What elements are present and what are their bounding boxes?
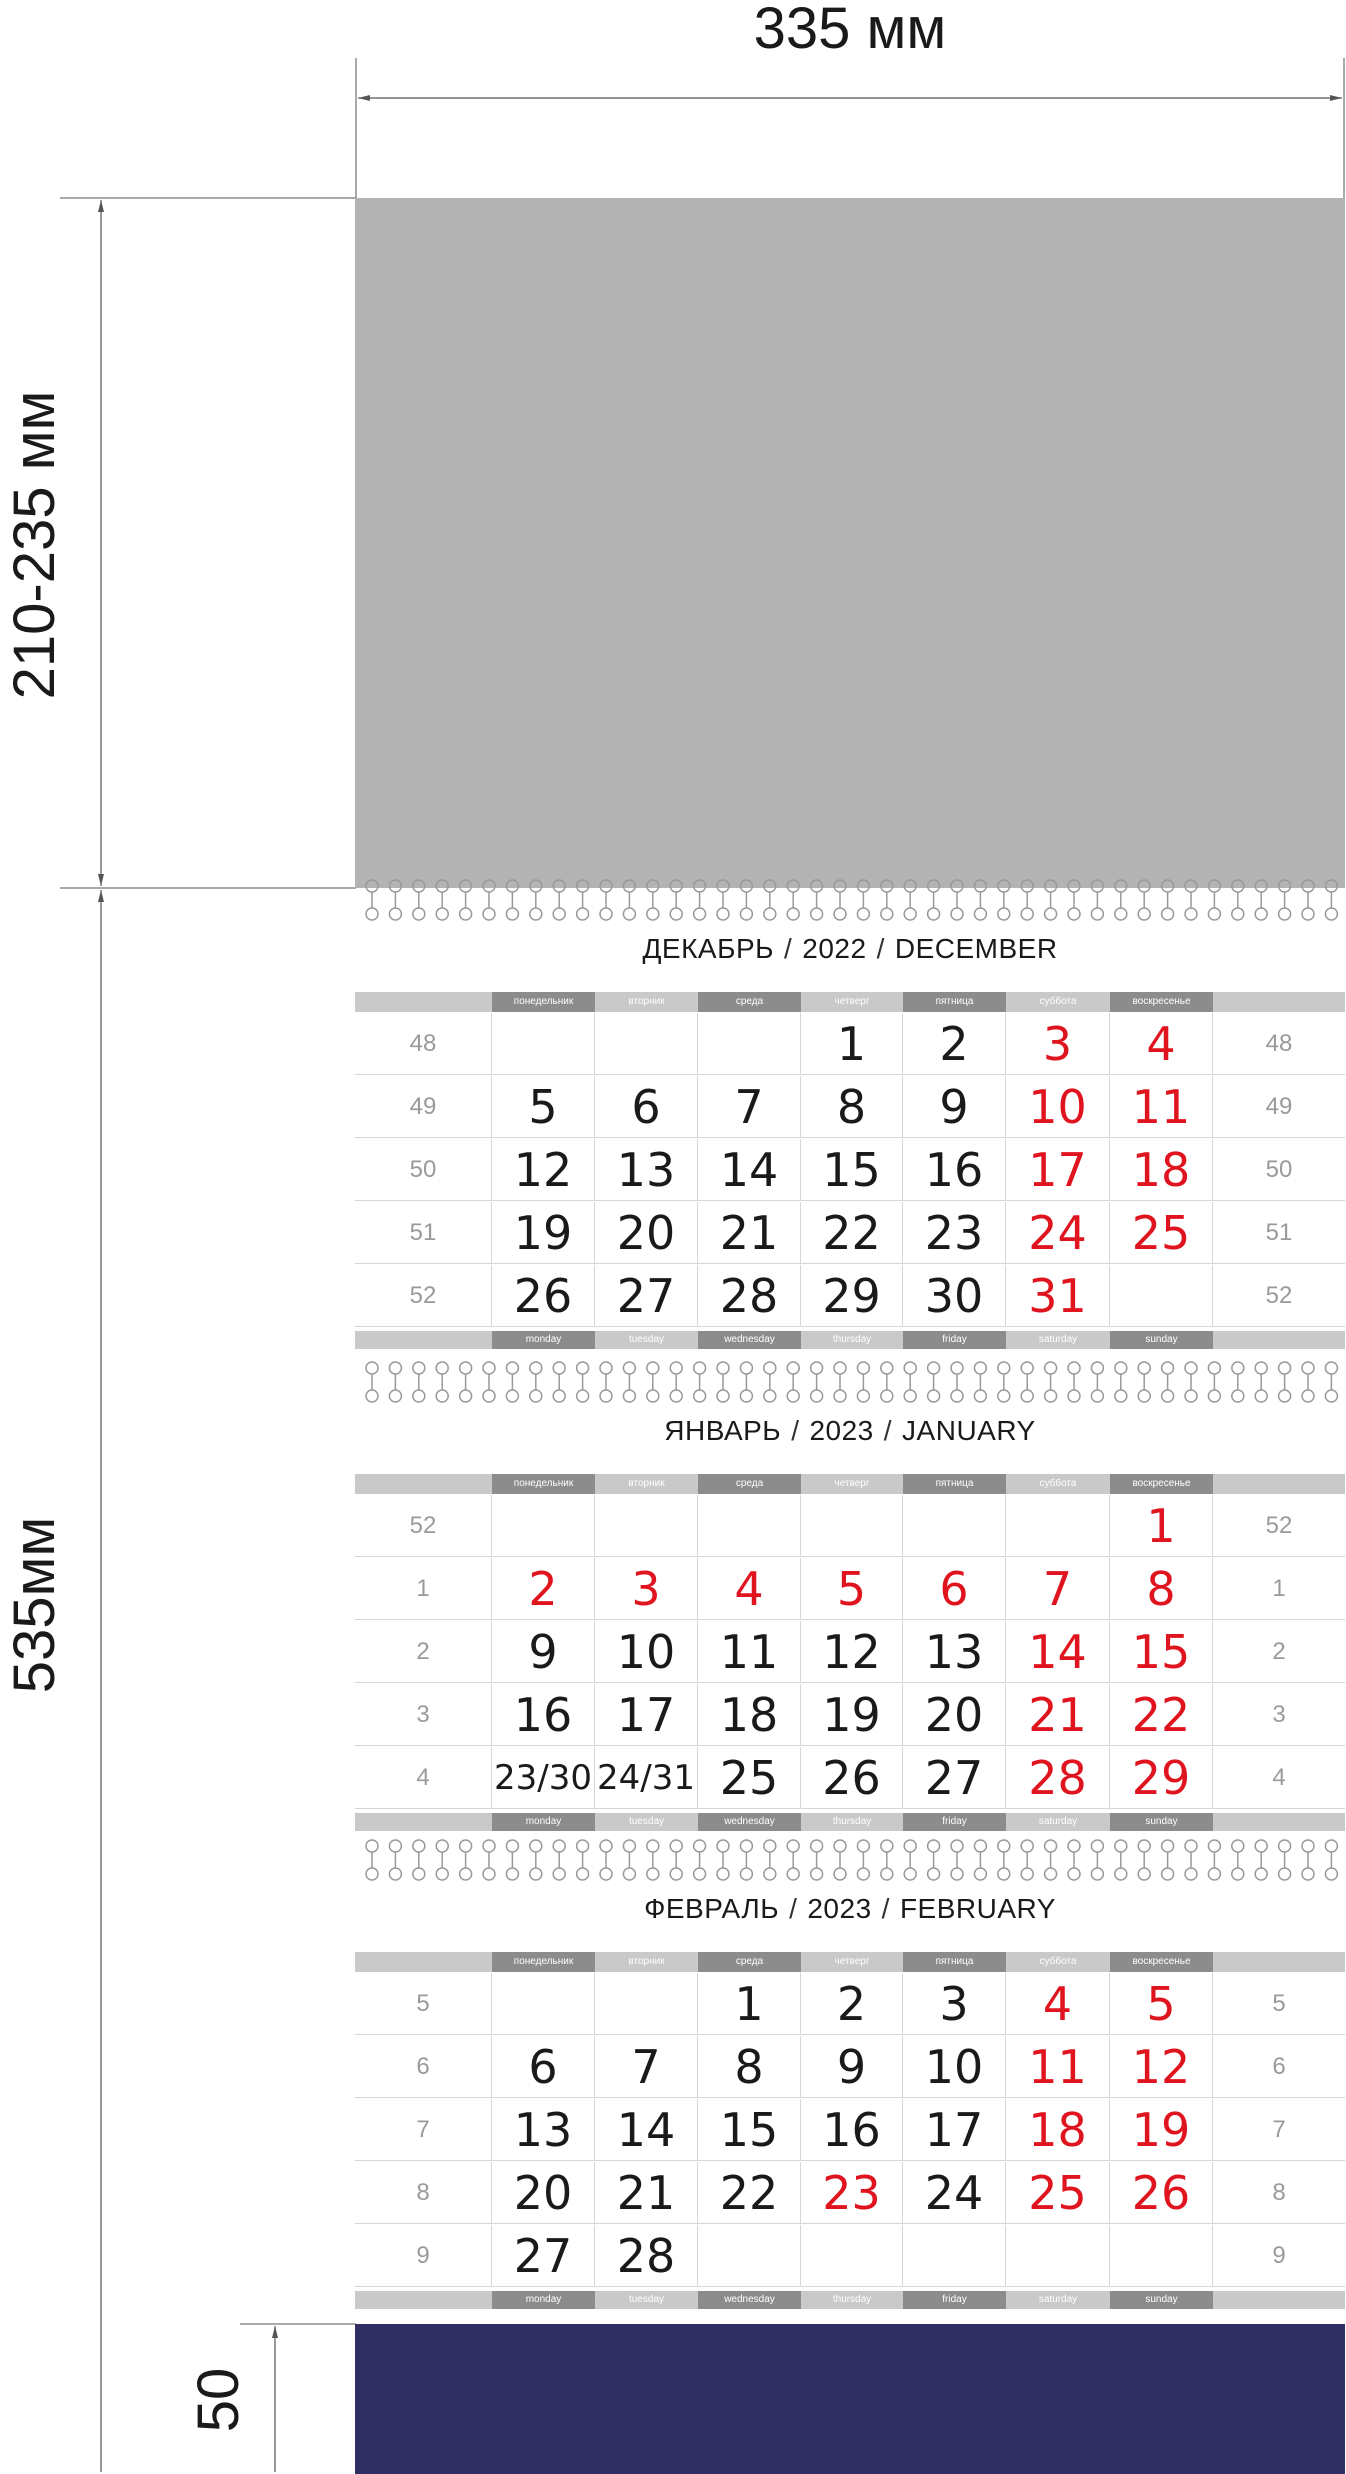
- weekday-header-cell: понедельник: [492, 1474, 595, 1494]
- weekday-footer-cell: [355, 1813, 492, 1831]
- week-number: 49: [355, 1076, 492, 1138]
- weekday-header-row: [355, 1474, 1345, 1494]
- weekday-header-cell: пятница: [903, 1952, 1006, 1972]
- week-number: 8: [1213, 2162, 1345, 2224]
- day-cell: [801, 2225, 903, 2287]
- day-cell: 5: [492, 1076, 595, 1138]
- day-cell: [1110, 2225, 1213, 2287]
- day-cell: 11: [1110, 1076, 1213, 1138]
- day-cell: [1110, 1265, 1213, 1327]
- week-row: [355, 1684, 1345, 1747]
- day-cell: [698, 1495, 801, 1557]
- day-cell: [698, 1013, 801, 1075]
- week-number: 2: [355, 1621, 492, 1683]
- week-number: 49: [1213, 1076, 1345, 1138]
- month-name-en: DECEMBER: [894, 933, 1058, 964]
- day-cell: [595, 1973, 698, 2035]
- day-cell: [492, 1013, 595, 1075]
- week-number: 48: [355, 1013, 492, 1075]
- width-dimension-label: 335 мм: [753, 0, 947, 61]
- week-number: 52: [355, 1265, 492, 1327]
- day-cell: 14: [595, 2099, 698, 2161]
- weekday-footer-cell: [1213, 1813, 1345, 1831]
- weekday-footer-cell: friday: [903, 2291, 1006, 2309]
- day-cell: 16: [492, 1684, 595, 1746]
- weekday-header-cell: суббота: [1006, 1952, 1110, 1972]
- day-cell: 24: [1006, 1202, 1110, 1264]
- weekday-header-cell: среда: [698, 992, 801, 1012]
- weekday-header-cell: вторник: [595, 992, 698, 1012]
- separator: /: [883, 1415, 893, 1446]
- week-number: 51: [355, 1202, 492, 1264]
- weekday-header-cell: понедельник: [492, 1952, 595, 1972]
- day-cell: 21: [595, 2162, 698, 2224]
- day-cell: [903, 2225, 1006, 2287]
- week-row: [355, 1973, 1345, 2036]
- weekday-header-cell: четверг: [801, 1952, 903, 1972]
- day-cell: 3: [903, 1973, 1006, 2035]
- day-cell: 24/31: [595, 1747, 698, 1809]
- day-cell: 27: [492, 2225, 595, 2287]
- weekday-footer-row: [355, 1813, 1345, 1831]
- day-cell: 6: [903, 1558, 1006, 1620]
- weekday-footer-cell: wednesday: [698, 2291, 801, 2309]
- weekday-header-cell: [1213, 1952, 1345, 1972]
- day-cell: 8: [1110, 1558, 1213, 1620]
- day-cell: 8: [698, 2036, 801, 2098]
- day-cell: 3: [595, 1558, 698, 1620]
- day-cell: 13: [492, 2099, 595, 2161]
- day-cell: 1: [1110, 1495, 1213, 1557]
- week-row: [355, 1621, 1345, 1684]
- week-number: 4: [355, 1747, 492, 1809]
- separator: /: [881, 1893, 890, 1924]
- day-cell: 19: [1110, 2099, 1213, 2161]
- day-cell: 17: [595, 1684, 698, 1746]
- week-number: 7: [355, 2099, 492, 2161]
- day-cell: 7: [595, 2036, 698, 2098]
- day-cell: 10: [1006, 1076, 1110, 1138]
- day-cell: [492, 1495, 595, 1557]
- day-cell: 28: [595, 2225, 698, 2287]
- week-row: [355, 2036, 1345, 2099]
- day-cell: [801, 1495, 903, 1557]
- day-cell: 21: [1006, 1684, 1110, 1746]
- day-cell: 23/30: [492, 1747, 595, 1809]
- day-cell: 13: [595, 1139, 698, 1201]
- separator: /: [876, 933, 885, 964]
- day-cell: [595, 1013, 698, 1075]
- day-cell: 3: [1006, 1013, 1110, 1075]
- week-number: 9: [1213, 2225, 1345, 2287]
- weekday-footer-cell: tuesday: [595, 1331, 698, 1349]
- day-cell: 17: [1006, 1139, 1110, 1201]
- day-cell: 15: [1110, 1621, 1213, 1683]
- day-cell: 27: [903, 1747, 1006, 1809]
- month-name-en: JANUARY: [902, 1415, 1036, 1446]
- week-row: [355, 1558, 1345, 1621]
- month-year: 2023: [807, 1893, 872, 1924]
- grid-dimension-label: 535мм: [2, 1516, 67, 1694]
- weekday-header-cell: четверг: [801, 992, 903, 1012]
- weekday-header-cell: [355, 1952, 492, 1972]
- weekday-footer-cell: thursday: [801, 1813, 903, 1831]
- weekday-header-cell: среда: [698, 1474, 801, 1494]
- header-image-placeholder: [355, 198, 1345, 888]
- day-cell: 29: [1110, 1747, 1213, 1809]
- week-number: 5: [1213, 1973, 1345, 2035]
- weekday-header-cell: суббота: [1006, 992, 1110, 1012]
- weekday-footer-cell: sunday: [1110, 1331, 1213, 1349]
- weekday-footer-cell: wednesday: [698, 1813, 801, 1831]
- day-cell: 28: [1006, 1747, 1110, 1809]
- separator: /: [784, 933, 793, 964]
- weekday-footer-cell: saturday: [1006, 1813, 1110, 1831]
- day-cell: 9: [492, 1621, 595, 1683]
- weekday-header-cell: [355, 992, 492, 1012]
- weekday-header-cell: суббота: [1006, 1474, 1110, 1494]
- day-cell: 2: [903, 1013, 1006, 1075]
- weekday-header-cell: пятница: [903, 1474, 1006, 1494]
- week-number: 51: [1213, 1202, 1345, 1264]
- weekday-footer-cell: monday: [492, 1813, 595, 1831]
- weekday-footer-cell: saturday: [1006, 2291, 1110, 2309]
- day-cell: 26: [801, 1747, 903, 1809]
- header-dimension-label: 210-235 мм: [2, 390, 67, 700]
- separator: /: [789, 1893, 798, 1924]
- month-year: 2023: [809, 1415, 874, 1446]
- weekday-header-cell: [1213, 1474, 1345, 1494]
- week-row: [355, 1076, 1345, 1139]
- week-number: 8: [355, 2162, 492, 2224]
- day-cell: 10: [903, 2036, 1006, 2098]
- weekday-header-cell: среда: [698, 1952, 801, 1972]
- weekday-footer-cell: thursday: [801, 1331, 903, 1349]
- day-cell: 2: [801, 1973, 903, 2035]
- day-cell: 22: [1110, 1684, 1213, 1746]
- day-cell: 1: [801, 1013, 903, 1075]
- day-cell: 17: [903, 2099, 1006, 2161]
- day-cell: 23: [903, 1202, 1006, 1264]
- weekday-header-cell: четверг: [801, 1474, 903, 1494]
- month-title: [355, 933, 1345, 965]
- month-name-en: FEBRUARY: [899, 1893, 1056, 1924]
- day-cell: 4: [698, 1558, 801, 1620]
- day-cell: 11: [698, 1621, 801, 1683]
- week-number: 4: [1213, 1747, 1345, 1809]
- week-number: 3: [355, 1684, 492, 1746]
- day-cell: 20: [492, 2162, 595, 2224]
- day-cell: 22: [698, 2162, 801, 2224]
- day-cell: 5: [1110, 1973, 1213, 2035]
- day-cell: 9: [801, 2036, 903, 2098]
- day-cell: 14: [1006, 1621, 1110, 1683]
- day-cell: 25: [698, 1747, 801, 1809]
- month-title: [355, 1415, 1345, 1447]
- day-cell: 5: [801, 1558, 903, 1620]
- day-cell: 27: [595, 1265, 698, 1327]
- day-cell: 22: [801, 1202, 903, 1264]
- day-cell: 7: [1006, 1558, 1110, 1620]
- month-name-ru: ЯНВАРЬ: [664, 1415, 782, 1446]
- day-cell: 21: [698, 1202, 801, 1264]
- month-name-ru: ДЕКАБРЬ: [642, 933, 774, 964]
- week-row: [355, 1747, 1345, 1810]
- day-cell: 12: [801, 1621, 903, 1683]
- weekday-footer-cell: [1213, 1331, 1345, 1349]
- weekday-footer-cell: [355, 2291, 492, 2309]
- day-cell: 18: [1006, 2099, 1110, 2161]
- day-cell: 31: [1006, 1265, 1110, 1327]
- day-cell: 20: [903, 1684, 1006, 1746]
- weekday-header-row: [355, 1952, 1345, 1972]
- day-cell: 12: [1110, 2036, 1213, 2098]
- weekday-header-row: [355, 992, 1345, 1012]
- day-cell: 6: [595, 1076, 698, 1138]
- day-cell: [595, 1495, 698, 1557]
- weekday-footer-cell: tuesday: [595, 2291, 698, 2309]
- day-cell: 16: [801, 2099, 903, 2161]
- week-number: 50: [1213, 1139, 1345, 1201]
- week-row: [355, 1202, 1345, 1265]
- week-number: 7: [1213, 2099, 1345, 2161]
- day-cell: [492, 1973, 595, 2035]
- weekday-header-cell: вторник: [595, 1952, 698, 1972]
- day-cell: 4: [1006, 1973, 1110, 2035]
- day-cell: [1006, 2225, 1110, 2287]
- day-cell: [903, 1495, 1006, 1557]
- month-block: [355, 1838, 1345, 2324]
- weekday-footer-cell: [355, 1331, 492, 1349]
- month-title: [355, 1893, 1345, 1925]
- day-cell: 20: [595, 1202, 698, 1264]
- weekday-header-cell: воскресенье: [1110, 1474, 1213, 1494]
- weekday-header-cell: воскресенье: [1110, 992, 1213, 1012]
- wire-binding: [355, 1360, 1345, 1406]
- weekday-footer-row: [355, 2291, 1345, 2309]
- weekday-header-cell: воскресенье: [1110, 1952, 1213, 1972]
- weekday-header-cell: пятница: [903, 992, 1006, 1012]
- week-number: 6: [1213, 2036, 1345, 2098]
- weekday-footer-cell: tuesday: [595, 1813, 698, 1831]
- weekday-header-cell: понедельник: [492, 992, 595, 1012]
- week-number: 52: [1213, 1495, 1345, 1557]
- day-cell: 1: [698, 1973, 801, 2035]
- week-row: [355, 2225, 1345, 2288]
- day-cell: 14: [698, 1139, 801, 1201]
- day-cell: 10: [595, 1621, 698, 1683]
- day-cell: 7: [698, 1076, 801, 1138]
- day-cell: 29: [801, 1265, 903, 1327]
- week-row: [355, 2162, 1345, 2225]
- week-number: 2: [1213, 1621, 1345, 1683]
- month-name-ru: ФЕВРАЛЬ: [644, 1893, 780, 1924]
- day-cell: 11: [1006, 2036, 1110, 2098]
- day-cell: 4: [1110, 1013, 1213, 1075]
- day-cell: 19: [801, 1684, 903, 1746]
- weekday-footer-cell: monday: [492, 1331, 595, 1349]
- day-cell: 2: [492, 1558, 595, 1620]
- footer-advertising-strip: [355, 2324, 1345, 2474]
- weekday-footer-cell: sunday: [1110, 2291, 1213, 2309]
- weekday-header-cell: [1213, 992, 1345, 1012]
- week-number: 1: [1213, 1558, 1345, 1620]
- weekday-footer-cell: wednesday: [698, 1331, 801, 1349]
- weekday-footer-cell: thursday: [801, 2291, 903, 2309]
- wire-binding: [355, 878, 1345, 924]
- weekday-footer-cell: friday: [903, 1331, 1006, 1349]
- day-cell: 26: [1110, 2162, 1213, 2224]
- week-number: 9: [355, 2225, 492, 2287]
- week-row: [355, 1265, 1345, 1328]
- week-number: 3: [1213, 1684, 1345, 1746]
- week-number: 52: [1213, 1265, 1345, 1327]
- day-cell: 18: [1110, 1139, 1213, 1201]
- day-cell: 15: [698, 2099, 801, 2161]
- day-cell: 24: [903, 2162, 1006, 2224]
- month-block: [355, 878, 1345, 1360]
- week-number: 52: [355, 1495, 492, 1557]
- weekday-footer-cell: [1213, 2291, 1345, 2309]
- day-cell: 6: [492, 2036, 595, 2098]
- day-cell: 25: [1110, 1202, 1213, 1264]
- day-cell: [1006, 1495, 1110, 1557]
- week-number: 1: [355, 1558, 492, 1620]
- week-row: [355, 1495, 1345, 1558]
- day-cell: 18: [698, 1684, 801, 1746]
- month-block: [355, 1360, 1345, 1838]
- wire-binding: [355, 1838, 1345, 1884]
- day-cell: 19: [492, 1202, 595, 1264]
- weekday-footer-row: [355, 1331, 1345, 1349]
- week-row: [355, 1013, 1345, 1076]
- day-cell: 16: [903, 1139, 1006, 1201]
- week-row: [355, 2099, 1345, 2162]
- week-number: 6: [355, 2036, 492, 2098]
- weekday-header-cell: вторник: [595, 1474, 698, 1494]
- day-cell: 9: [903, 1076, 1006, 1138]
- day-cell: 8: [801, 1076, 903, 1138]
- day-cell: 12: [492, 1139, 595, 1201]
- month-year: 2022: [802, 933, 867, 964]
- weekday-footer-cell: saturday: [1006, 1331, 1110, 1349]
- footer-dimension-label: 50: [186, 2367, 251, 2433]
- day-cell: 30: [903, 1265, 1006, 1327]
- day-cell: 15: [801, 1139, 903, 1201]
- week-row: [355, 1139, 1345, 1202]
- week-number: 5: [355, 1973, 492, 2035]
- week-number: 48: [1213, 1013, 1345, 1075]
- day-cell: [698, 2225, 801, 2287]
- week-number: 50: [355, 1139, 492, 1201]
- day-cell: 23: [801, 2162, 903, 2224]
- weekday-footer-cell: monday: [492, 2291, 595, 2309]
- day-cell: 26: [492, 1265, 595, 1327]
- weekday-footer-cell: friday: [903, 1813, 1006, 1831]
- day-cell: 13: [903, 1621, 1006, 1683]
- separator: /: [791, 1415, 800, 1446]
- day-cell: 28: [698, 1265, 801, 1327]
- day-cell: 25: [1006, 2162, 1110, 2224]
- weekday-footer-cell: sunday: [1110, 1813, 1213, 1831]
- weekday-header-cell: [355, 1474, 492, 1494]
